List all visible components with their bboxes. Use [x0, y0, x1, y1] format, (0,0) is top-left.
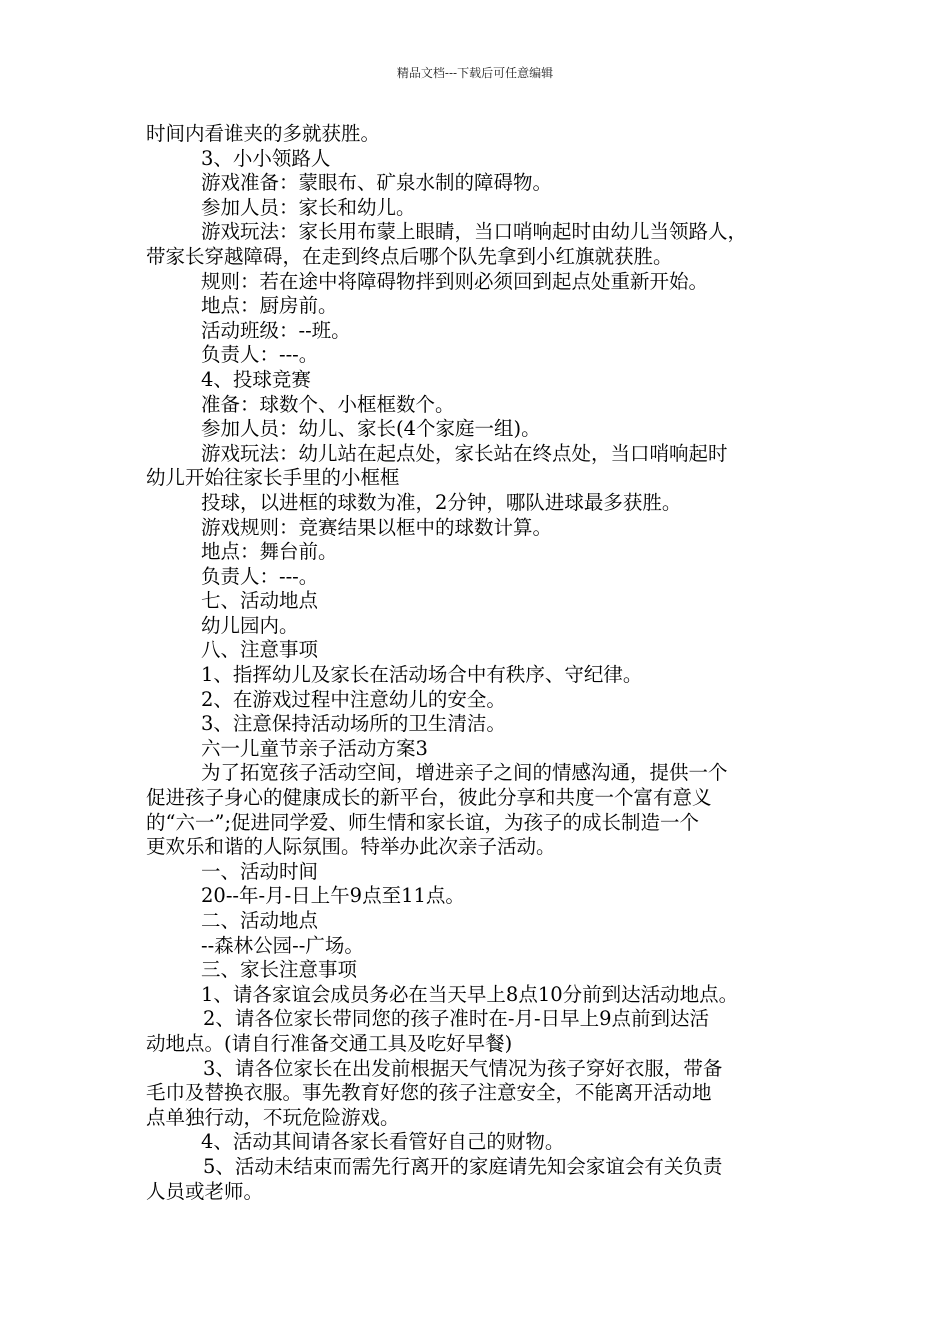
text-line: 人员或老师。 [146, 1179, 264, 1203]
text-line: 游戏玩法：幼儿站在起点处，家长站在终点处，当口哨响起时 [201, 441, 728, 465]
text-line: 活动班级：--班。 [201, 318, 351, 342]
text-line: 参加人员：家长和幼儿。 [201, 195, 416, 219]
text-line: 准备：球数个、小框框数个。 [201, 392, 455, 416]
text-line: 负责人：---。 [201, 564, 319, 588]
text-line: 动地点。(请自行准备交通工具及吃好早餐) [146, 1031, 513, 1055]
section-heading: 三、家长注意事项 [201, 958, 358, 982]
text-line: 游戏规则：竞赛结果以框中的球数计算。 [201, 515, 553, 539]
text-line: 3、注意保持活动场所的卫生清洁。 [201, 712, 506, 736]
section-heading: 八、注意事项 [201, 638, 319, 662]
text-line: 游戏玩法：家长用布蒙上眼睛，当口哨响起时由幼儿当领路人， [201, 220, 748, 244]
section-heading: 一、活动时间 [201, 859, 319, 883]
section-heading: 七、活动地点 [201, 589, 319, 613]
text-line: 参加人员：幼儿、家长(4个家庭一组)。 [201, 417, 541, 441]
section-heading: 3、小小领路人 [201, 146, 331, 170]
text-line: 1、请各家谊会成员务必在当天早上8点10分前到达活动地点。 [201, 982, 739, 1006]
text-line: 负责人：---。 [201, 343, 319, 367]
text-line: 毛巾及替换衣服。事先教育好您的孩子注意安全，不能离开活动地 [146, 1081, 712, 1105]
text-line: 规则：若在途中将障碍物拌到则必须回到起点处重新开始。 [201, 269, 709, 293]
text-line: 1、指挥幼儿及家长在活动场合中有秩序、守纪律。 [201, 663, 643, 687]
section-heading: 4、投球竞赛 [201, 367, 311, 391]
page-header: 精品文档---下载后可任意编辑 [396, 66, 554, 80]
text-line: 2、请各位家长带同您的孩子准时在-月-日早上9点前到达活 [203, 1007, 709, 1031]
text-line: 带家长穿越障碍，在走到终点后哪个队先拿到小红旗就获胜。 [146, 244, 673, 268]
text-line: 游戏准备：蒙眼布、矿泉水制的障碍物。 [201, 171, 553, 195]
text-line: 的“六一”;促进同学爱、师生情和家长谊，为孩子的成长制造一个 [146, 810, 700, 834]
text-line: 2、在游戏过程中注意幼儿的安全。 [201, 687, 506, 711]
text-line: 为了拓宽孩子活动空间，增进亲子之间的情感沟通，提供一个 [201, 761, 728, 785]
text-line: 促进孩子身心的健康成长的新平台，彼此分享和共度一个富有意义 [146, 786, 712, 810]
text-line: 20--年-月-日上午9点至11点。 [201, 884, 465, 908]
text-line: --森林公园--广场。 [201, 933, 364, 957]
document-subtitle: 六一儿童节亲子活动方案3 [201, 736, 428, 760]
text-line: 幼儿开始往家长手里的小框框 [146, 466, 400, 490]
document-body [146, 122, 814, 1204]
text-line: 更欢乐和谐的人际氛围。特举办此次亲子活动。 [146, 835, 556, 859]
text-line: 3、请各位家长在出发前根据天气情况为孩子穿好衣服，带备 [203, 1056, 723, 1080]
text-line: 幼儿园内。 [201, 613, 299, 637]
text-line: 地点：厨房前。 [201, 294, 338, 318]
text-line: 5、活动未结束而需先行离开的家庭请先知会家谊会有关负责 [203, 1154, 723, 1178]
text-line: 地点：舞台前。 [201, 540, 338, 564]
text-line: 投球，以进框的球数为准，2分钟，哪队进球最多获胜。 [201, 490, 682, 514]
section-heading: 二、活动地点 [201, 909, 319, 932]
text-line: 4、活动其间请各家长看管好自己的财物。 [201, 1130, 565, 1154]
text-line: 点单独行动，不玩危险游戏。 [146, 1105, 400, 1129]
text-line: 时间内看谁夹的多就获胜。 [146, 122, 381, 145]
